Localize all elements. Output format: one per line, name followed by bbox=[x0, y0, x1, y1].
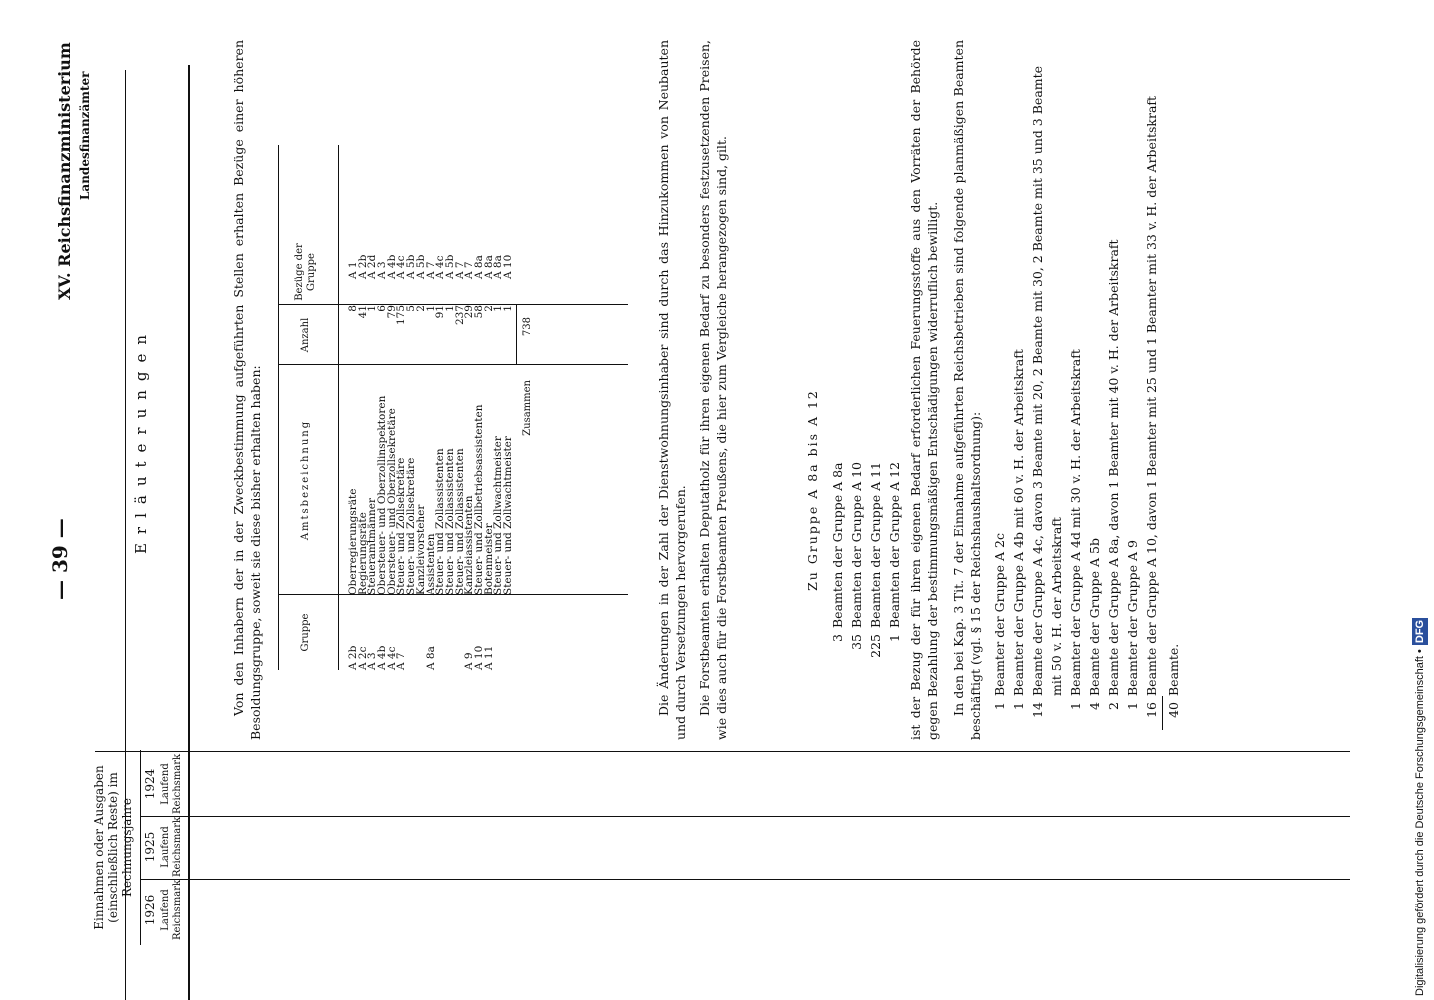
table-row: Steuer- und Zollwachtmeister 1 A 10 bbox=[502, 254, 514, 595]
unit-1926: Laufend Reichsmark bbox=[160, 879, 183, 940]
table-row: A 8a Assistenten 1 A 7 bbox=[424, 261, 437, 670]
year-1924: 1924 bbox=[143, 768, 157, 800]
col-header-gruppe: Gruppe bbox=[300, 613, 311, 652]
table-body bbox=[348, 145, 513, 670]
table-row: Steuer- und Zollsekretäre 5 A 5b bbox=[405, 254, 418, 595]
list-item: 1 Beamter der Gruppe A 9 bbox=[1125, 540, 1140, 710]
table-row: Steuer- und Zollwachtmeister 1 A 8a bbox=[492, 255, 505, 595]
column-divider-1 bbox=[140, 879, 1350, 880]
intro-paragraph: Von den Inhabern der in der Zweckbestimmung aufgeführten Stellen erhalten Bezüge einer höheren Besoldungsgruppe, soweit sie diese bisher erhalten haben: bbox=[231, 40, 263, 740]
digitization-note-text: Digitalisierung gefördert durch die Deutsche Forschungsgemeinschaft • bbox=[1414, 649, 1426, 996]
chapter-title: XV. Reichsfinanzministerium bbox=[55, 42, 74, 300]
table-row: Steuer- und Zollassistenten 237 A 7 bbox=[453, 261, 466, 595]
paragraph-changes: Die Änderungen in der Zahl der Dienstwohnungsinhaber sind durch das Hinzukommen von Neubauten und durch Versetzungen hervorgerufen. bbox=[656, 40, 688, 740]
unit-1925: Laufend Reichsmark bbox=[160, 816, 183, 877]
list-item: 3 Beamten der Gruppe A 8a bbox=[830, 462, 845, 642]
year-1925: 1925 bbox=[143, 831, 157, 863]
list-item: 4 Beamte der Gruppe A 5b bbox=[1087, 538, 1102, 710]
staff-list bbox=[990, 40, 1183, 730]
list-item: 1 Beamten der Gruppe A 12 bbox=[887, 462, 902, 642]
total-label: Zusammen bbox=[522, 380, 533, 436]
col-header-amtsbezeichnung: Amtsbezeichnung bbox=[300, 419, 311, 541]
list-item: 16 Beamte der Gruppe A 10, davon 1 Beamter mit 25 und 1 Beamter mit 33 v. H. der Arbeitskraft bbox=[1144, 95, 1159, 718]
table-row: Steuer- und Zollassistenten 1 A 5b bbox=[443, 254, 456, 595]
list-item: 35 Beamten der Gruppe A 10 bbox=[849, 462, 864, 650]
paragraph-reichsbetriebe: In den bei Kap. 3 Tit. 7 der Einnahme aufgeführten Reichsbetrieben sind folgende planmäßigen Beamten beschäftigt (vgl. § 15 der Reichshaushaltsordnung): bbox=[951, 40, 983, 740]
page-number: — 39 — bbox=[48, 518, 72, 600]
table-row: A 9 Kanzleiassistenten 29 A 7 bbox=[463, 261, 476, 670]
list-item: 225 Beamten der Gruppe A 11 bbox=[868, 462, 883, 658]
group-list bbox=[828, 170, 904, 670]
paragraph-forest: Die Forstbeamten erhalten Deputatholz für ihren eigenen Bedarf zu besonders festzusetzenden Preisen, wie dies auch für die Forstbeamten Preußens, die hier zum Vergleiche herangezogen sind, gilt. bbox=[697, 40, 729, 740]
table-row: A 7 Steuer- und Zollsekretäre 175 A 4c bbox=[395, 255, 408, 670]
table-row: A 4c Obersteuer- und Oberzollsekretäre 79 A 4b bbox=[385, 254, 398, 670]
table-row: A 2b Oberregierungsräte 8 A 1 bbox=[347, 261, 359, 670]
margin-heading: Einnahmen oder Ausgaben (einschließlich Reste) im Rechnungsjahre bbox=[92, 765, 134, 930]
dfg-logo: DFG bbox=[1414, 619, 1426, 644]
table-row: A 10 Steuer- und Zollbetriebsassistenten 58 A 8a bbox=[472, 255, 485, 670]
column-divider-3 bbox=[95, 751, 1350, 752]
chapter-subtitle: Landesfinanzämter bbox=[78, 71, 92, 200]
list-item: 14 Beamte der Gruppe A 4c, davon 3 Beamte mit 20, 2 Beamte mit 30, 2 Beamte mit 35 und 3 Beamte mit 50 v. H. der Arbeitskraft bbox=[1030, 65, 1064, 718]
table-row: A 2c Regierungsräte 41 A 2b bbox=[356, 254, 369, 670]
table-row: Kanzleivorsteher 2 A 5b bbox=[414, 254, 427, 595]
content-rule bbox=[188, 65, 190, 1000]
list-item: 2 Beamte der Gruppe A 8a, davon 1 Beamter mit 40 v. H. der Arbeitskraft bbox=[1106, 239, 1121, 710]
table-row: A 11 Botenmeister 2 A 8a bbox=[482, 255, 495, 670]
paragraph-fuel: ist der Bezug der für ihren eigenen Bedarf erforderlichen Feuerungsstoffe aus den Vorräten der Behörde gegen Bezahlung der bestimmungsmäßigen Entschädigungen widerruflich bewilligt. bbox=[908, 40, 940, 740]
unit-1924: Laufend Reichsmark bbox=[160, 753, 183, 814]
digitization-note bbox=[1412, 6, 1428, 996]
section-title: Erläuterungen bbox=[132, 325, 150, 555]
list-item: 1 Beamter der Gruppe A 4b mit 60 v. H. der Arbeitskraft bbox=[1011, 349, 1026, 710]
margin-heading-rule bbox=[140, 750, 141, 945]
table-row: A 4b Obersteuer- und Oberzollinspektoren 6 A 3 bbox=[376, 261, 389, 670]
group-title: Zu Gruppe A 8a bis A 12 bbox=[805, 389, 820, 591]
sum-rule bbox=[1162, 696, 1163, 730]
list-item: 1 Beamter der Gruppe A 4d mit 30 v. H. der Arbeitskraft bbox=[1068, 349, 1083, 710]
column-divider-2 bbox=[140, 816, 1350, 817]
list-item: 1 Beamter der Gruppe A 2c bbox=[992, 533, 1007, 710]
table-row: Steuer- und Zollassistenten 91 A 4c bbox=[434, 255, 447, 595]
table-row: A 3 Steueramtmänner 1 A 2d bbox=[366, 254, 379, 670]
total-rule bbox=[516, 305, 517, 365]
total-value: 738 bbox=[522, 317, 533, 337]
col-header-anzahl: Anzahl bbox=[300, 317, 311, 353]
year-1926: 1926 bbox=[143, 894, 157, 926]
col-header-bezuege: Bezüge der Gruppe bbox=[294, 243, 317, 301]
staff-total: 40 Beamte. bbox=[1166, 643, 1181, 718]
